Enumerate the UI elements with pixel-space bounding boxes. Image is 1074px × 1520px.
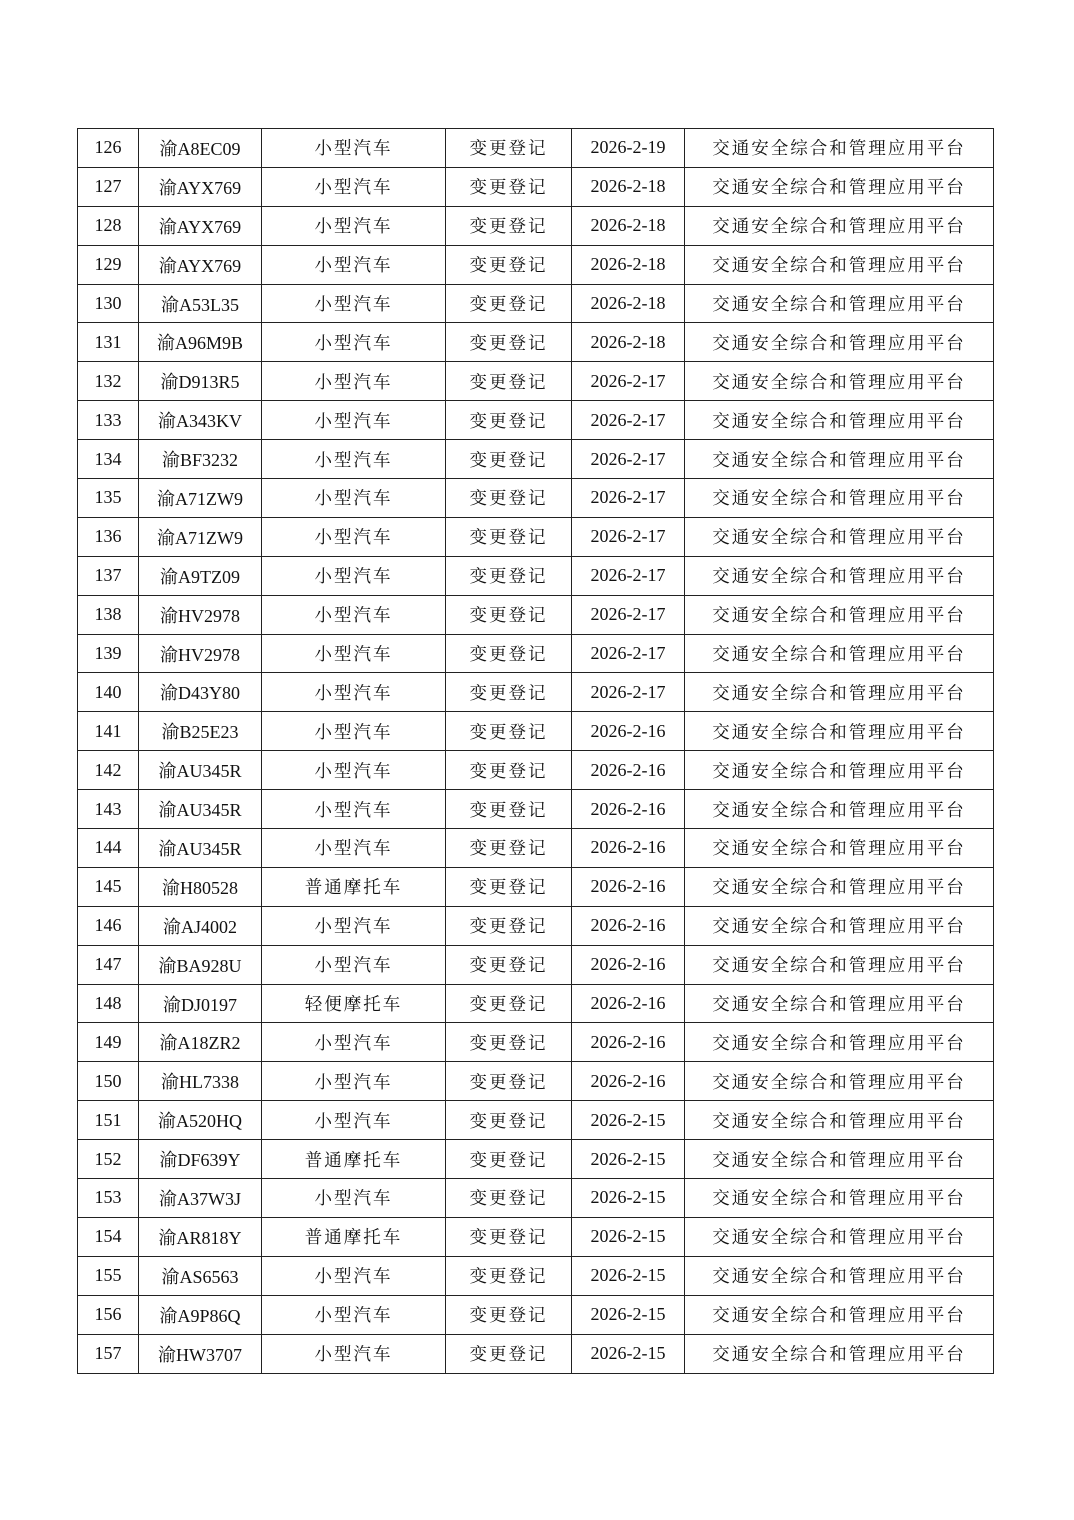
table-row <box>78 829 994 868</box>
vehicle-type-cell: 小型汽车 <box>262 751 446 790</box>
row-number-cell: 147 <box>78 945 139 984</box>
row-number-cell: 146 <box>78 906 139 945</box>
vehicle-type-cell: 小型汽车 <box>262 362 446 401</box>
row-number-cell: 127 <box>78 167 139 206</box>
plate-number-cell: 渝B25E23 <box>139 712 262 751</box>
platform-cell: 交通安全综合和管理应用平台 <box>685 440 994 479</box>
vehicle-type-cell: 小型汽车 <box>262 323 446 362</box>
records-table-body <box>78 129 994 1374</box>
platform-cell: 交通安全综合和管理应用平台 <box>685 1062 994 1101</box>
platform-cell: 交通安全综合和管理应用平台 <box>685 1334 994 1373</box>
plate-number-cell: 渝A96M9B <box>139 323 262 362</box>
table-row <box>78 790 994 829</box>
business-type-cell: 变更登记 <box>446 673 572 712</box>
table-row <box>78 479 994 518</box>
row-number-cell: 150 <box>78 1062 139 1101</box>
row-number-cell: 134 <box>78 440 139 479</box>
plate-number-cell: 渝A71ZW9 <box>139 517 262 556</box>
platform-cell: 交通安全综合和管理应用平台 <box>685 867 994 906</box>
business-type-cell: 变更登记 <box>446 517 572 556</box>
vehicle-type-cell: 小型汽车 <box>262 245 446 284</box>
date-cell: 2026-2-16 <box>572 751 685 790</box>
date-cell: 2026-2-16 <box>572 790 685 829</box>
date-cell: 2026-2-19 <box>572 129 685 168</box>
table-row <box>78 1256 994 1295</box>
vehicle-type-cell: 小型汽车 <box>262 1256 446 1295</box>
table-row <box>78 945 994 984</box>
table-row <box>78 556 994 595</box>
business-type-cell: 变更登记 <box>446 1256 572 1295</box>
plate-number-cell: 渝A18ZR2 <box>139 1023 262 1062</box>
date-cell: 2026-2-17 <box>572 556 685 595</box>
platform-cell: 交通安全综合和管理应用平台 <box>685 245 994 284</box>
platform-cell: 交通安全综合和管理应用平台 <box>685 362 994 401</box>
table-row <box>78 1179 994 1218</box>
business-type-cell: 变更登记 <box>446 556 572 595</box>
business-type-cell: 变更登记 <box>446 712 572 751</box>
table-row <box>78 401 994 440</box>
date-cell: 2026-2-17 <box>572 517 685 556</box>
date-cell: 2026-2-17 <box>572 440 685 479</box>
table-row <box>78 1217 994 1256</box>
row-number-cell: 152 <box>78 1140 139 1179</box>
vehicle-type-cell: 小型汽车 <box>262 829 446 868</box>
plate-number-cell: 渝HW3707 <box>139 1334 262 1373</box>
business-type-cell: 变更登记 <box>446 751 572 790</box>
table-row <box>78 1334 994 1373</box>
plate-number-cell: 渝AU345R <box>139 829 262 868</box>
table-row <box>78 1295 994 1334</box>
row-number-cell: 132 <box>78 362 139 401</box>
vehicle-type-cell: 小型汽车 <box>262 945 446 984</box>
table-row <box>78 712 994 751</box>
vehicle-type-cell: 小型汽车 <box>262 634 446 673</box>
platform-cell: 交通安全综合和管理应用平台 <box>685 556 994 595</box>
row-number-cell: 142 <box>78 751 139 790</box>
platform-cell: 交通安全综合和管理应用平台 <box>685 945 994 984</box>
business-type-cell: 变更登记 <box>446 945 572 984</box>
date-cell: 2026-2-16 <box>572 1062 685 1101</box>
table-row <box>78 517 994 556</box>
business-type-cell: 变更登记 <box>446 284 572 323</box>
row-number-cell: 144 <box>78 829 139 868</box>
business-type-cell: 变更登记 <box>446 1062 572 1101</box>
business-type-cell: 变更登记 <box>446 323 572 362</box>
vehicle-type-cell: 小型汽车 <box>262 1295 446 1334</box>
plate-number-cell: 渝A53L35 <box>139 284 262 323</box>
vehicle-type-cell: 小型汽车 <box>262 167 446 206</box>
plate-number-cell: 渝DJ0197 <box>139 984 262 1023</box>
platform-cell: 交通安全综合和管理应用平台 <box>685 1295 994 1334</box>
date-cell: 2026-2-15 <box>572 1217 685 1256</box>
row-number-cell: 131 <box>78 323 139 362</box>
plate-number-cell: 渝A9TZ09 <box>139 556 262 595</box>
date-cell: 2026-2-16 <box>572 1023 685 1062</box>
plate-number-cell: 渝AJ4002 <box>139 906 262 945</box>
plate-number-cell: 渝AYX769 <box>139 167 262 206</box>
vehicle-type-cell: 普通摩托车 <box>262 867 446 906</box>
row-number-cell: 140 <box>78 673 139 712</box>
vehicle-type-cell: 小型汽车 <box>262 1023 446 1062</box>
platform-cell: 交通安全综合和管理应用平台 <box>685 479 994 518</box>
platform-cell: 交通安全综合和管理应用平台 <box>685 284 994 323</box>
vehicle-type-cell: 小型汽车 <box>262 790 446 829</box>
vehicle-type-cell: 小型汽车 <box>262 1101 446 1140</box>
plate-number-cell: 渝A520HQ <box>139 1101 262 1140</box>
date-cell: 2026-2-18 <box>572 284 685 323</box>
vehicle-type-cell: 轻便摩托车 <box>262 984 446 1023</box>
platform-cell: 交通安全综合和管理应用平台 <box>685 1140 994 1179</box>
row-number-cell: 155 <box>78 1256 139 1295</box>
date-cell: 2026-2-18 <box>572 167 685 206</box>
date-cell: 2026-2-15 <box>572 1140 685 1179</box>
business-type-cell: 变更登记 <box>446 206 572 245</box>
platform-cell: 交通安全综合和管理应用平台 <box>685 712 994 751</box>
business-type-cell: 变更登记 <box>446 984 572 1023</box>
date-cell: 2026-2-17 <box>572 401 685 440</box>
plate-number-cell: 渝D913R5 <box>139 362 262 401</box>
plate-number-cell: 渝DF639Y <box>139 1140 262 1179</box>
plate-number-cell: 渝A343KV <box>139 401 262 440</box>
platform-cell: 交通安全综合和管理应用平台 <box>685 829 994 868</box>
plate-number-cell: 渝AYX769 <box>139 245 262 284</box>
business-type-cell: 变更登记 <box>446 906 572 945</box>
platform-cell: 交通安全综合和管理应用平台 <box>685 517 994 556</box>
business-type-cell: 变更登记 <box>446 440 572 479</box>
table-row <box>78 206 994 245</box>
row-number-cell: 133 <box>78 401 139 440</box>
row-number-cell: 136 <box>78 517 139 556</box>
date-cell: 2026-2-16 <box>572 984 685 1023</box>
plate-number-cell: 渝H80528 <box>139 867 262 906</box>
date-cell: 2026-2-16 <box>572 712 685 751</box>
platform-cell: 交通安全综合和管理应用平台 <box>685 1101 994 1140</box>
platform-cell: 交通安全综合和管理应用平台 <box>685 673 994 712</box>
date-cell: 2026-2-17 <box>572 479 685 518</box>
row-number-cell: 141 <box>78 712 139 751</box>
plate-number-cell: 渝AU345R <box>139 790 262 829</box>
platform-cell: 交通安全综合和管理应用平台 <box>685 790 994 829</box>
plate-number-cell: 渝A9P86Q <box>139 1295 262 1334</box>
date-cell: 2026-2-16 <box>572 867 685 906</box>
row-number-cell: 126 <box>78 129 139 168</box>
vehicle-type-cell: 小型汽车 <box>262 440 446 479</box>
vehicle-type-cell: 小型汽车 <box>262 556 446 595</box>
business-type-cell: 变更登记 <box>446 479 572 518</box>
date-cell: 2026-2-18 <box>572 245 685 284</box>
table-row <box>78 1101 994 1140</box>
date-cell: 2026-2-17 <box>572 362 685 401</box>
row-number-cell: 153 <box>78 1179 139 1218</box>
business-type-cell: 变更登记 <box>446 1140 572 1179</box>
business-type-cell: 变更登记 <box>446 829 572 868</box>
business-type-cell: 变更登记 <box>446 790 572 829</box>
row-number-cell: 129 <box>78 245 139 284</box>
date-cell: 2026-2-15 <box>572 1179 685 1218</box>
vehicle-type-cell: 小型汽车 <box>262 479 446 518</box>
vehicle-type-cell: 小型汽车 <box>262 673 446 712</box>
table-row <box>78 440 994 479</box>
date-cell: 2026-2-15 <box>572 1295 685 1334</box>
plate-number-cell: 渝HL7338 <box>139 1062 262 1101</box>
row-number-cell: 145 <box>78 867 139 906</box>
business-type-cell: 变更登记 <box>446 1295 572 1334</box>
table-row <box>78 129 994 168</box>
platform-cell: 交通安全综合和管理应用平台 <box>685 1256 994 1295</box>
vehicle-type-cell: 小型汽车 <box>262 206 446 245</box>
plate-number-cell: 渝A71ZW9 <box>139 479 262 518</box>
date-cell: 2026-2-16 <box>572 945 685 984</box>
row-number-cell: 143 <box>78 790 139 829</box>
vehicle-type-cell: 小型汽车 <box>262 712 446 751</box>
date-cell: 2026-2-18 <box>572 206 685 245</box>
row-number-cell: 148 <box>78 984 139 1023</box>
business-type-cell: 变更登记 <box>446 362 572 401</box>
records-table <box>77 128 994 1374</box>
table-row <box>78 323 994 362</box>
table-row <box>78 1023 994 1062</box>
platform-cell: 交通安全综合和管理应用平台 <box>685 323 994 362</box>
plate-number-cell: 渝D43Y80 <box>139 673 262 712</box>
vehicle-type-cell: 普通摩托车 <box>262 1217 446 1256</box>
platform-cell: 交通安全综合和管理应用平台 <box>685 595 994 634</box>
platform-cell: 交通安全综合和管理应用平台 <box>685 167 994 206</box>
table-row <box>78 634 994 673</box>
table-row <box>78 751 994 790</box>
business-type-cell: 变更登记 <box>446 1334 572 1373</box>
table-row <box>78 1140 994 1179</box>
row-number-cell: 130 <box>78 284 139 323</box>
plate-number-cell: 渝AS6563 <box>139 1256 262 1295</box>
platform-cell: 交通安全综合和管理应用平台 <box>685 984 994 1023</box>
vehicle-type-cell: 小型汽车 <box>262 1179 446 1218</box>
row-number-cell: 157 <box>78 1334 139 1373</box>
date-cell: 2026-2-15 <box>572 1334 685 1373</box>
vehicle-type-cell: 小型汽车 <box>262 595 446 634</box>
business-type-cell: 变更登记 <box>446 634 572 673</box>
platform-cell: 交通安全综合和管理应用平台 <box>685 751 994 790</box>
plate-number-cell: 渝BF3232 <box>139 440 262 479</box>
platform-cell: 交通安全综合和管理应用平台 <box>685 1217 994 1256</box>
plate-number-cell: 渝AU345R <box>139 751 262 790</box>
business-type-cell: 变更登记 <box>446 867 572 906</box>
row-number-cell: 154 <box>78 1217 139 1256</box>
plate-number-cell: 渝A37W3J <box>139 1179 262 1218</box>
vehicle-type-cell: 普通摩托车 <box>262 1140 446 1179</box>
date-cell: 2026-2-16 <box>572 829 685 868</box>
table-row <box>78 595 994 634</box>
table-row <box>78 906 994 945</box>
table-row <box>78 1062 994 1101</box>
vehicle-type-cell: 小型汽车 <box>262 129 446 168</box>
business-type-cell: 变更登记 <box>446 1101 572 1140</box>
platform-cell: 交通安全综合和管理应用平台 <box>685 634 994 673</box>
platform-cell: 交通安全综合和管理应用平台 <box>685 1023 994 1062</box>
vehicle-type-cell: 小型汽车 <box>262 401 446 440</box>
platform-cell: 交通安全综合和管理应用平台 <box>685 401 994 440</box>
business-type-cell: 变更登记 <box>446 129 572 168</box>
plate-number-cell: 渝BA928U <box>139 945 262 984</box>
vehicle-type-cell: 小型汽车 <box>262 517 446 556</box>
row-number-cell: 151 <box>78 1101 139 1140</box>
vehicle-type-cell: 小型汽车 <box>262 284 446 323</box>
vehicle-type-cell: 小型汽车 <box>262 1062 446 1101</box>
business-type-cell: 变更登记 <box>446 245 572 284</box>
business-type-cell: 变更登记 <box>446 1023 572 1062</box>
row-number-cell: 128 <box>78 206 139 245</box>
vehicle-type-cell: 小型汽车 <box>262 906 446 945</box>
date-cell: 2026-2-16 <box>572 906 685 945</box>
date-cell: 2026-2-15 <box>572 1101 685 1140</box>
platform-cell: 交通安全综合和管理应用平台 <box>685 206 994 245</box>
date-cell: 2026-2-17 <box>572 634 685 673</box>
business-type-cell: 变更登记 <box>446 401 572 440</box>
business-type-cell: 变更登记 <box>446 1179 572 1218</box>
platform-cell: 交通安全综合和管理应用平台 <box>685 906 994 945</box>
table-row <box>78 673 994 712</box>
plate-number-cell: 渝AR818Y <box>139 1217 262 1256</box>
vehicle-type-cell: 小型汽车 <box>262 1334 446 1373</box>
table-row <box>78 362 994 401</box>
row-number-cell: 138 <box>78 595 139 634</box>
row-number-cell: 149 <box>78 1023 139 1062</box>
table-row <box>78 867 994 906</box>
date-cell: 2026-2-18 <box>572 323 685 362</box>
table-row <box>78 984 994 1023</box>
plate-number-cell: 渝HV2978 <box>139 634 262 673</box>
business-type-cell: 变更登记 <box>446 1217 572 1256</box>
date-cell: 2026-2-17 <box>572 673 685 712</box>
row-number-cell: 139 <box>78 634 139 673</box>
business-type-cell: 变更登记 <box>446 167 572 206</box>
plate-number-cell: 渝AYX769 <box>139 206 262 245</box>
row-number-cell: 137 <box>78 556 139 595</box>
platform-cell: 交通安全综合和管理应用平台 <box>685 129 994 168</box>
business-type-cell: 变更登记 <box>446 595 572 634</box>
table-row <box>78 245 994 284</box>
date-cell: 2026-2-15 <box>572 1256 685 1295</box>
table-row <box>78 167 994 206</box>
platform-cell: 交通安全综合和管理应用平台 <box>685 1179 994 1218</box>
table-row <box>78 284 994 323</box>
date-cell: 2026-2-17 <box>572 595 685 634</box>
row-number-cell: 135 <box>78 479 139 518</box>
plate-number-cell: 渝A8EC09 <box>139 129 262 168</box>
plate-number-cell: 渝HV2978 <box>139 595 262 634</box>
row-number-cell: 156 <box>78 1295 139 1334</box>
